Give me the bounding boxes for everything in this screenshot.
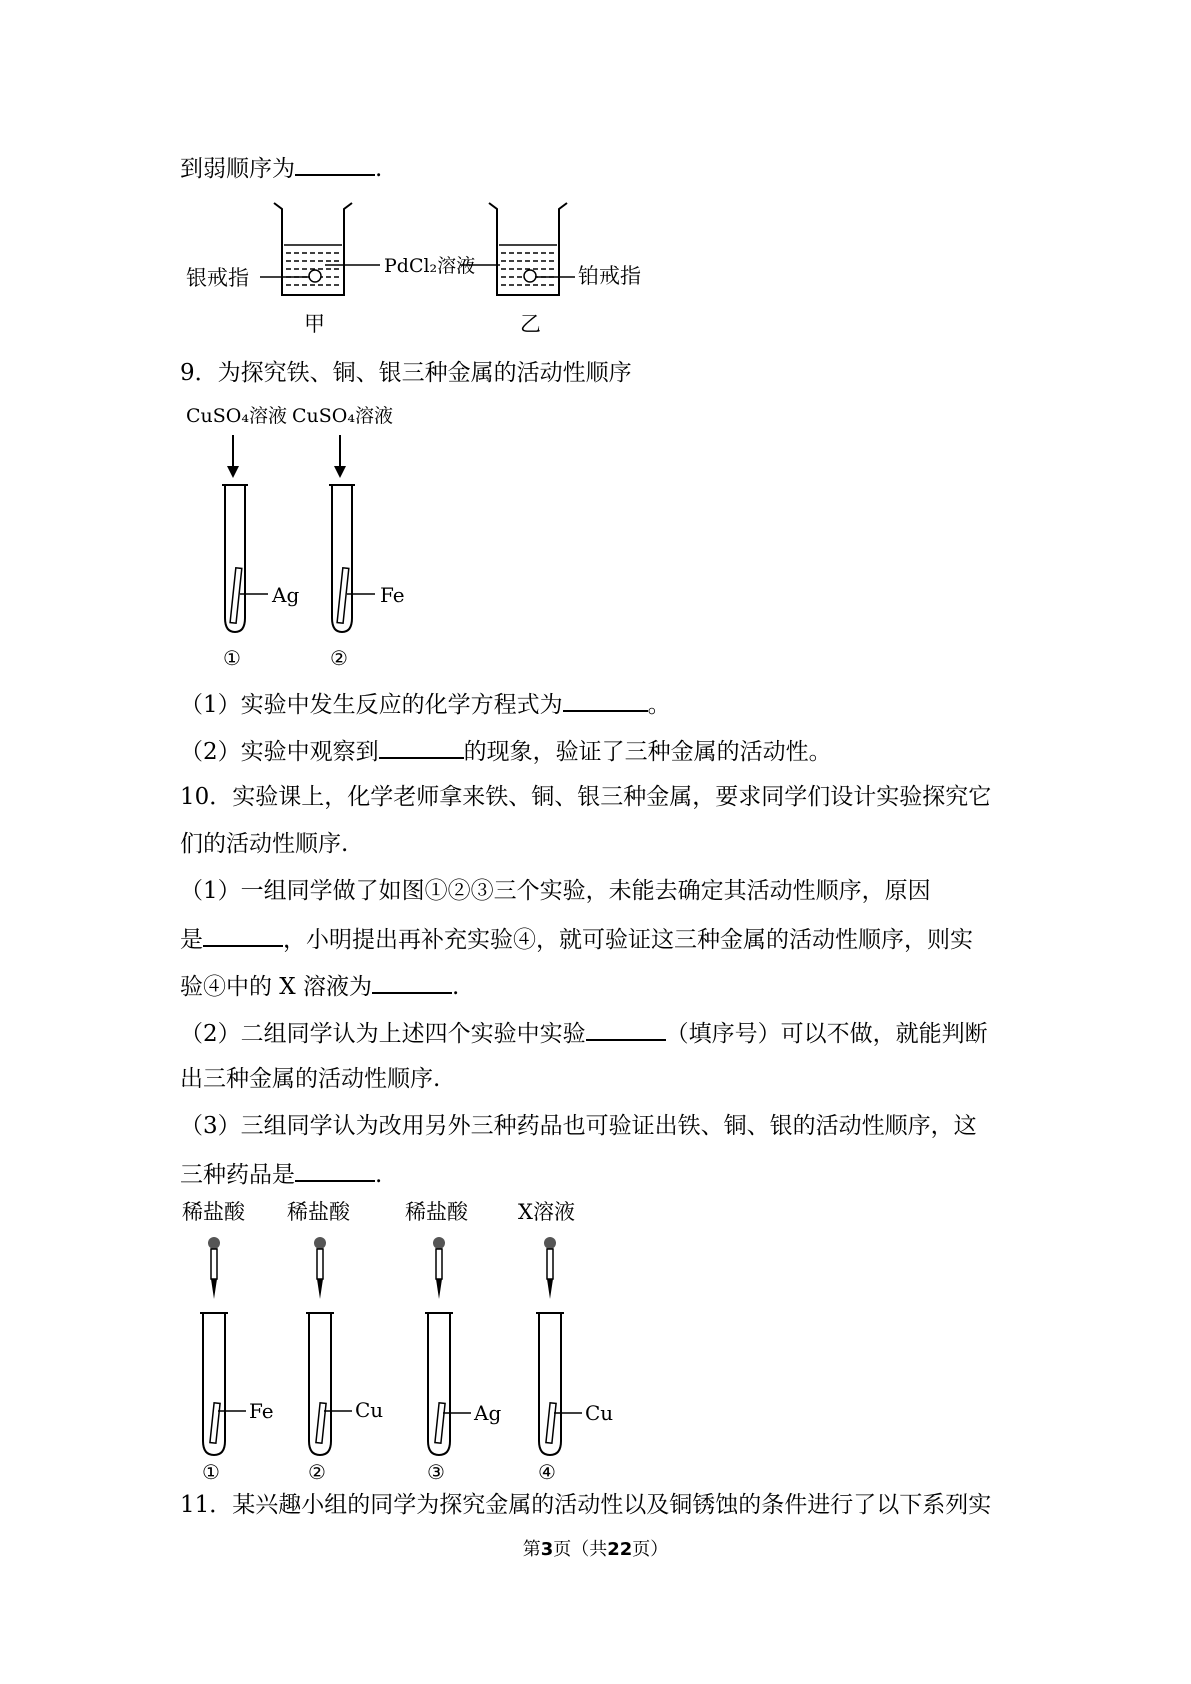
q9-sub1-pre: （1）实验中发生反应的化学方程式为 <box>180 692 563 718</box>
test-tube-4 <box>518 1200 613 1484</box>
footer-pre: 第 <box>522 1539 541 1560</box>
q8-tail-line <box>180 152 382 184</box>
test-tube-2 <box>287 1200 383 1484</box>
arrow-down-icon <box>334 466 346 478</box>
dropper-icon <box>544 1237 556 1249</box>
q10-p1-line2-pre: 是 <box>180 927 203 953</box>
metal-label: Ag <box>272 583 300 607</box>
q9-sub2-pre: （2）实验中观察到 <box>180 739 379 765</box>
q8-tail-end: . <box>375 156 383 182</box>
metal-label: Fe <box>380 583 405 607</box>
reagent-label: 稀盐酸 <box>287 1200 350 1224</box>
q10-p3-line2 <box>180 1158 382 1190</box>
q10-p1-line1: （1）一组同学做了如图①②③三个实验，未能去确定其活动性顺序，原因 <box>180 878 931 904</box>
q10-p3-line2-pre: 三种药品是 <box>180 1162 295 1188</box>
q10-p3-line1: （3）三组同学认为改用另外三种药品也可验证出铁、铜、银的活动性顺序，这 <box>180 1113 977 1139</box>
reagent-label: 稀盐酸 <box>405 1200 468 1224</box>
q9-sub2-post: 的现象，验证了三种金属的活动性。 <box>463 739 832 765</box>
answer-blank[interactable] <box>295 1158 375 1182</box>
answer-blank[interactable] <box>295 152 375 176</box>
dropper-icon <box>314 1237 326 1249</box>
dropper-icon <box>208 1237 220 1249</box>
q9-sub1-post: 。 <box>647 692 671 718</box>
q10-p2-line1 <box>180 1017 988 1049</box>
q10-p2-line1-pre: （2）二组同学认为上述四个实验中实验 <box>180 1021 586 1047</box>
page-total: 22 <box>607 1539 633 1560</box>
answer-blank[interactable] <box>563 688 648 712</box>
page-footer <box>0 1535 1191 1561</box>
beaker-yi <box>489 203 567 295</box>
test-tube-1 <box>182 1200 274 1484</box>
beaker-figure <box>180 195 700 345</box>
caption-jia: 甲 <box>304 312 325 336</box>
metal-label: Fe <box>249 1399 274 1423</box>
answer-blank[interactable] <box>586 1017 666 1041</box>
q9-sub1 <box>180 688 671 720</box>
q11-line1: 11．某兴趣小组的同学为探究金属的活动性以及铜锈蚀的条件进行了以下系列实 <box>180 1492 992 1518</box>
test-tube-1 <box>186 405 299 670</box>
caption-yi: 乙 <box>520 312 541 336</box>
q10-p2-line2: 出三种金属的活动性顺序. <box>180 1066 441 1092</box>
test-tube-2 <box>292 405 405 670</box>
ring-icon <box>524 270 536 282</box>
q10-p2-line1-post: （填序号）可以不做，就能判断 <box>665 1021 988 1047</box>
q10-p1-line2-post: ，小明提出再补充实验④，就可验证这三种金属的活动性顺序，则实 <box>283 927 973 953</box>
answer-blank[interactable] <box>203 923 283 947</box>
q10-figure <box>180 1195 640 1485</box>
q10-p1-line3-pre: 验④中的 X 溶液为 <box>180 974 372 1000</box>
dropper-icon <box>433 1237 445 1249</box>
answer-blank[interactable] <box>379 735 464 759</box>
tube-number: ① <box>202 1460 220 1484</box>
q10-p3-line2-post: . <box>375 1162 383 1188</box>
q10-line1: 10．实验课上，化学老师拿来铁、铜、银三种金属，要求同学们设计实验探究它 <box>180 784 992 810</box>
metal-label: Cu <box>585 1401 614 1425</box>
q10-p1-line3-post: . <box>452 974 460 1000</box>
reagent-label: CuSO₄溶液 <box>186 405 287 427</box>
q10-line2: 们的活动性顺序. <box>180 831 349 857</box>
q9-sub2 <box>180 735 832 767</box>
silver-ring-label: 银戒指 <box>186 266 249 290</box>
tube-number: ① <box>223 646 241 670</box>
beaker-jia <box>274 203 352 295</box>
tube-number: ④ <box>538 1460 556 1484</box>
metal-label: Cu <box>355 1398 384 1422</box>
ring-icon <box>309 270 321 282</box>
test-tube-3 <box>405 1200 501 1484</box>
tube-number: ② <box>330 646 348 670</box>
footer-post: 页） <box>632 1539 669 1560</box>
q9-title: 9．为探究铁、铜、银三种金属的活动性顺序 <box>180 360 632 386</box>
platinum-ring-label: 铂戒指 <box>578 264 641 288</box>
answer-blank[interactable] <box>372 970 452 994</box>
reagent-label: X溶液 <box>518 1200 575 1224</box>
page-number: 3 <box>540 1539 554 1560</box>
footer-mid: 页（共 <box>553 1539 608 1560</box>
arrow-down-icon <box>227 466 239 478</box>
tube-number: ② <box>308 1460 326 1484</box>
q10-p1-line3 <box>180 970 459 1002</box>
q10-p1-line2 <box>180 923 973 955</box>
q9-figure <box>180 400 440 670</box>
pdcl2-label: PdCl₂溶液 <box>384 255 476 277</box>
reagent-label: CuSO₄溶液 <box>292 405 393 427</box>
tube-number: ③ <box>427 1460 445 1484</box>
reagent-label: 稀盐酸 <box>182 1200 245 1224</box>
metal-label: Ag <box>474 1401 502 1425</box>
q8-tail-text: 到弱顺序为 <box>180 156 295 182</box>
